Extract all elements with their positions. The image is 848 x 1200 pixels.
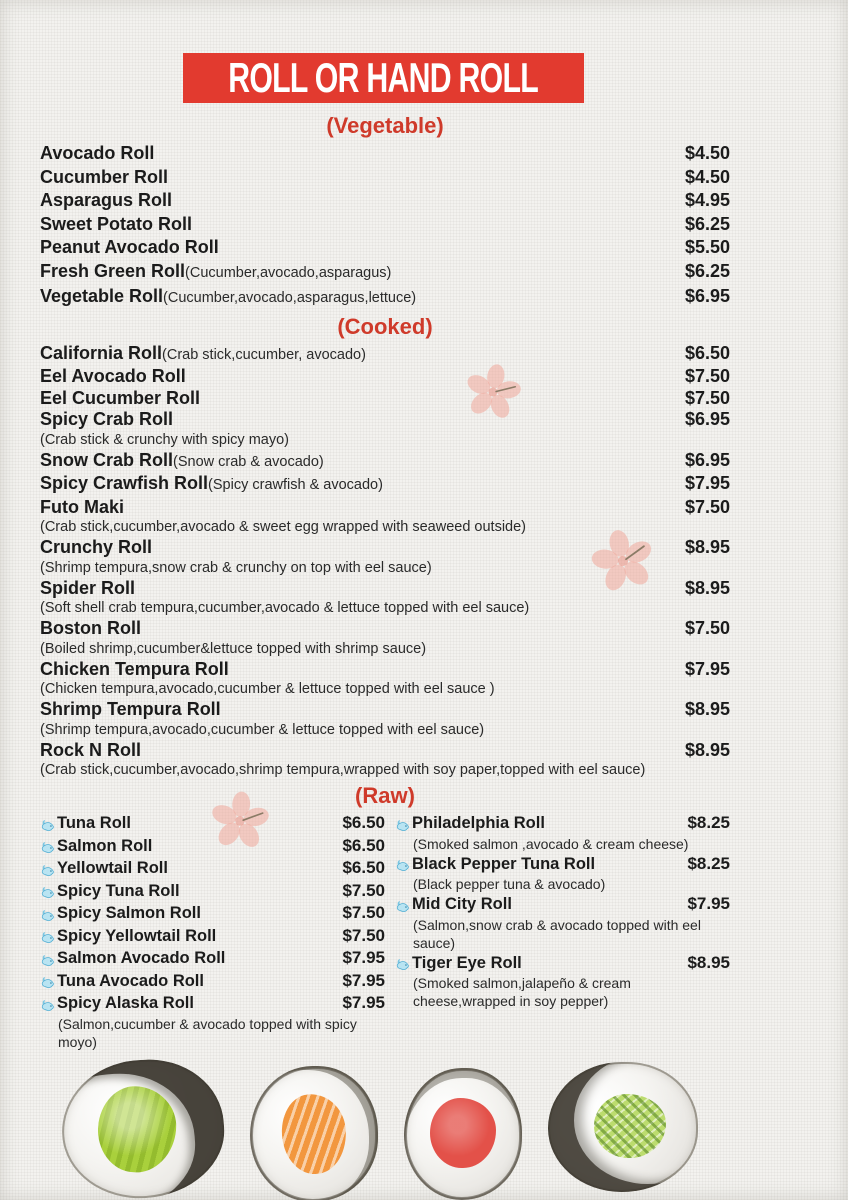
- sushi-photo-row: [62, 1056, 712, 1200]
- item-name: Tuna Avocado Roll: [57, 971, 204, 990]
- item-inline-description: (Crab stick,cucumber, avocado): [162, 346, 366, 363]
- menu-item-line: [395, 812, 730, 835]
- menu-item-line: [40, 992, 385, 1015]
- item-name: Spicy Alaska Roll: [57, 994, 194, 1012]
- menu-item: [40, 409, 730, 450]
- item-price: $7.50: [684, 618, 730, 638]
- item-name: Snow Crab Roll: [40, 449, 174, 470]
- item-description: (Crab stick & crunchy with spicy mayo): [40, 431, 289, 448]
- maki-filling: [430, 1098, 496, 1168]
- item-description: (Soft shell crab tempura,cucumber,avocado & lettuce topped with eel sauce): [40, 600, 530, 616]
- item-name: Tiger Eye Roll: [412, 953, 522, 972]
- item-name: Vegetable Roll: [40, 286, 164, 306]
- item-price: $4.50: [684, 166, 730, 187]
- menu-item-line: [40, 213, 730, 237]
- menu-item: [40, 880, 385, 903]
- item-price: $5.50: [684, 237, 730, 257]
- menu-item: [40, 970, 385, 993]
- maki-filling: [95, 1084, 179, 1175]
- menu-item-line: [40, 902, 385, 925]
- menu-item-line: [40, 925, 385, 948]
- menu-item: [40, 947, 385, 970]
- menu-item: [40, 857, 385, 880]
- menu-item-line: [40, 835, 385, 858]
- fish-icon: [395, 898, 410, 911]
- item-price: $6.25: [684, 213, 730, 234]
- item-price: $7.50: [684, 496, 730, 517]
- menu-item: [40, 166, 730, 190]
- menu-item: [40, 578, 730, 619]
- item-price: $7.95: [684, 473, 730, 493]
- menu-item: [40, 236, 730, 260]
- item-description: (Shrimp tempura,avocado,cucumber & lettuce topped with eel sauce): [40, 721, 485, 738]
- menu-item-line: [40, 388, 730, 410]
- item-name: Peanut Avocado Roll: [40, 237, 219, 257]
- item-inline-description: (Cucumber,avocado,asparagus,lettuce): [163, 290, 417, 306]
- menu-item: [40, 537, 730, 578]
- item-name: Salmon Roll: [57, 836, 153, 855]
- cucumber-maki-photo: [548, 1056, 698, 1192]
- item-price: $8.95: [684, 577, 730, 598]
- menu-item-line: [40, 166, 730, 190]
- fish-icon: [40, 817, 55, 830]
- menu-item-line: [40, 473, 730, 497]
- item-price: $8.25: [687, 813, 730, 832]
- item-price: $7.95: [342, 993, 385, 1012]
- menu-item-line: [40, 970, 385, 993]
- item-name: Spicy Tuna Roll: [57, 881, 180, 900]
- menu-item-line: [40, 142, 730, 166]
- item-price: $6.95: [684, 449, 730, 470]
- maki-rice: [404, 1068, 522, 1200]
- menu-item: [395, 952, 730, 1011]
- menu-item: [40, 699, 730, 740]
- item-name: Eel Cucumber Roll: [40, 387, 201, 408]
- item-name: Shrimp Tempura Roll: [40, 699, 221, 719]
- menu-item: [40, 450, 730, 474]
- menu-item-line: [40, 366, 730, 388]
- maki-rice: [250, 1066, 378, 1200]
- maki-filling: [278, 1091, 350, 1177]
- menu-item: [395, 853, 730, 894]
- menu-item: [40, 659, 730, 700]
- item-price: $4.95: [684, 190, 730, 210]
- maki-rice: [548, 1062, 698, 1192]
- item-price: $6.50: [342, 835, 385, 855]
- menu-item-line: [40, 578, 730, 600]
- item-price: $8.95: [684, 699, 730, 719]
- item-price: $8.25: [687, 853, 730, 873]
- item-name: Avocado Roll: [40, 143, 155, 163]
- avocado-maki-photo: [62, 1056, 224, 1198]
- item-inline-description: (Cucumber,avocado,asparagus): [185, 264, 392, 281]
- item-price: $8.95: [684, 739, 730, 760]
- raw-column-2: [395, 812, 730, 1010]
- menu-item: [40, 343, 730, 367]
- fish-icon: [395, 857, 410, 870]
- fish-icon: [40, 929, 55, 942]
- item-name: Black Pepper Tuna Roll: [412, 854, 596, 873]
- item-description: (Salmon,cucumber & avocado topped with spicy moyo): [58, 1015, 357, 1050]
- menu-item: [40, 925, 385, 948]
- menu-item-line: [40, 618, 730, 640]
- menu-item-line: [40, 947, 385, 970]
- menu-item: [40, 812, 385, 835]
- menu-item-line: [40, 740, 730, 762]
- item-price: $4.50: [684, 143, 730, 163]
- fish-icon: [40, 884, 55, 897]
- item-price: $6.50: [684, 342, 730, 363]
- item-price: $7.50: [342, 925, 385, 945]
- fish-icon: [395, 817, 410, 830]
- fish-icon: [40, 862, 55, 875]
- item-price: $6.50: [342, 813, 385, 832]
- fish-icon: [40, 907, 55, 920]
- menu-item: [40, 473, 730, 497]
- item-price: $7.50: [342, 903, 385, 922]
- item-price: $7.50: [684, 366, 730, 386]
- item-price: $8.95: [684, 537, 730, 557]
- menu-item-line: [395, 893, 730, 916]
- item-price: $7.50: [342, 880, 385, 900]
- fish-icon: [395, 956, 410, 969]
- item-description: (Black pepper tuna & avocado): [413, 876, 606, 892]
- item-name: Spicy Crab Roll: [40, 409, 174, 429]
- fish-icon: [40, 839, 55, 852]
- menu-item-line: [40, 497, 730, 519]
- raw-column-1: [40, 812, 385, 1051]
- maki-filling: [594, 1094, 666, 1158]
- fish-icon: [40, 952, 55, 965]
- menu-item-line: [395, 853, 730, 876]
- item-description: (Smoked salmon,jalapeño & cream cheese,wrapped in soy pepper): [413, 975, 631, 1009]
- section-items-cooked: [40, 343, 730, 781]
- item-description: (Crab stick,cucumber,avocado,shrimp tempura,wrapped with soy paper,topped with eel sauce): [40, 762, 646, 778]
- item-price: $6.25: [684, 260, 730, 281]
- menu-item: [40, 189, 730, 213]
- section-items-vegetable: [40, 142, 730, 311]
- menu-item-line: [40, 236, 730, 260]
- item-description: (Shrimp tempura,snow crab & crunchy on top with eel sauce): [40, 559, 432, 576]
- item-price: $6.95: [684, 286, 730, 306]
- item-price: $7.95: [684, 658, 730, 679]
- item-description: (Salmon,snow crab & avocado topped with eel sauce): [413, 916, 701, 951]
- item-price: $7.50: [684, 387, 730, 408]
- menu-item: [40, 285, 730, 311]
- section-heading-vegetable: (Vegetable): [326, 113, 444, 138]
- menu-item: [40, 213, 730, 237]
- item-description: (Chicken tempura,avocado,cucumber & lettuce topped with eel sauce ): [40, 681, 495, 697]
- menu-item-line: [40, 857, 385, 880]
- menu-item-line: [40, 285, 730, 311]
- menu-item: [40, 142, 730, 166]
- item-name: Spicy Yellowtail Roll: [57, 926, 217, 945]
- item-name: Yellowtail Roll: [57, 859, 168, 877]
- maki-rice: [57, 1055, 228, 1200]
- item-name: Sweet Potato Roll: [40, 213, 193, 234]
- menu-item: [40, 835, 385, 858]
- menu-item-line: [40, 880, 385, 903]
- item-name: Crunchy Roll: [40, 537, 153, 557]
- item-name: Philadelphia Roll: [412, 814, 545, 832]
- fish-icon: [40, 974, 55, 987]
- section-heading-cooked: (Cooked): [337, 313, 433, 339]
- item-price: $6.50: [342, 858, 385, 877]
- menu-item-line: [40, 812, 385, 835]
- item-inline-description: (Spicy crawfish & avocado): [208, 477, 383, 493]
- fish-icon: [40, 997, 55, 1010]
- item-name: Mid City Roll: [412, 895, 512, 913]
- item-description: (Crab stick,cucumber,avocado & sweet egg wrapped with seaweed outside): [40, 519, 527, 535]
- item-name: Chicken Tempura Roll: [40, 658, 229, 679]
- menu-item-line: [395, 952, 730, 975]
- menu-item-line: [40, 409, 730, 431]
- menu-banner: [183, 53, 584, 103]
- item-name: Futo Maki: [40, 496, 124, 517]
- menu-item: [40, 260, 730, 286]
- menu-item-line: [40, 450, 730, 474]
- item-name: Tuna Roll: [57, 814, 131, 832]
- menu-item: [40, 388, 730, 410]
- menu-item: [40, 992, 385, 1051]
- item-name: Salmon Avocado Roll: [57, 949, 226, 967]
- item-name: Rock N Roll: [40, 739, 142, 760]
- menu-item-line: [40, 699, 730, 721]
- menu-item-line: [40, 189, 730, 213]
- item-price: $7.95: [342, 970, 385, 990]
- menu-item: [40, 902, 385, 925]
- menu-item: [40, 497, 730, 538]
- item-name: Spicy Crawfish Roll: [40, 473, 209, 493]
- item-price: $8.95: [687, 952, 730, 972]
- menu-sections: [40, 110, 730, 1051]
- item-name: Asparagus Roll: [40, 190, 173, 210]
- menu-item-line: [40, 537, 730, 559]
- item-name: Spicy Salmon Roll: [57, 904, 201, 922]
- item-name: Fresh Green Roll: [40, 260, 186, 281]
- item-price: $6.95: [684, 409, 730, 429]
- item-inline-description: (Snow crab & avocado): [173, 453, 324, 470]
- menu-item: [395, 812, 730, 853]
- section-heading-raw: (Raw): [355, 783, 415, 808]
- item-name: Boston Roll: [40, 618, 141, 638]
- menu-item-line: [40, 260, 730, 286]
- menu-item-line: [40, 659, 730, 681]
- menu-item: [40, 618, 730, 659]
- item-description: (Smoked salmon ,avocado & cream cheese): [413, 835, 689, 852]
- page-title: ROLL OR HAND ROLL: [228, 54, 539, 101]
- raw-columns: [40, 812, 730, 1051]
- item-name: California Roll: [40, 342, 163, 363]
- item-name: Eel Avocado Roll: [40, 366, 186, 386]
- item-description: (Boiled shrimp,cucumber&lettuce topped with shrimp sauce): [40, 640, 427, 657]
- menu-item: [395, 893, 730, 952]
- item-price: $7.95: [687, 894, 730, 913]
- item-name: Spider Roll: [40, 577, 136, 598]
- item-name: Cucumber Roll: [40, 166, 169, 187]
- salmon-maki-photo: [250, 1056, 378, 1200]
- menu-item: [40, 366, 730, 388]
- menu-item: [40, 740, 730, 781]
- item-price: $7.95: [342, 948, 385, 967]
- menu-item-line: [40, 343, 730, 367]
- tuna-maki-photo: [404, 1056, 522, 1200]
